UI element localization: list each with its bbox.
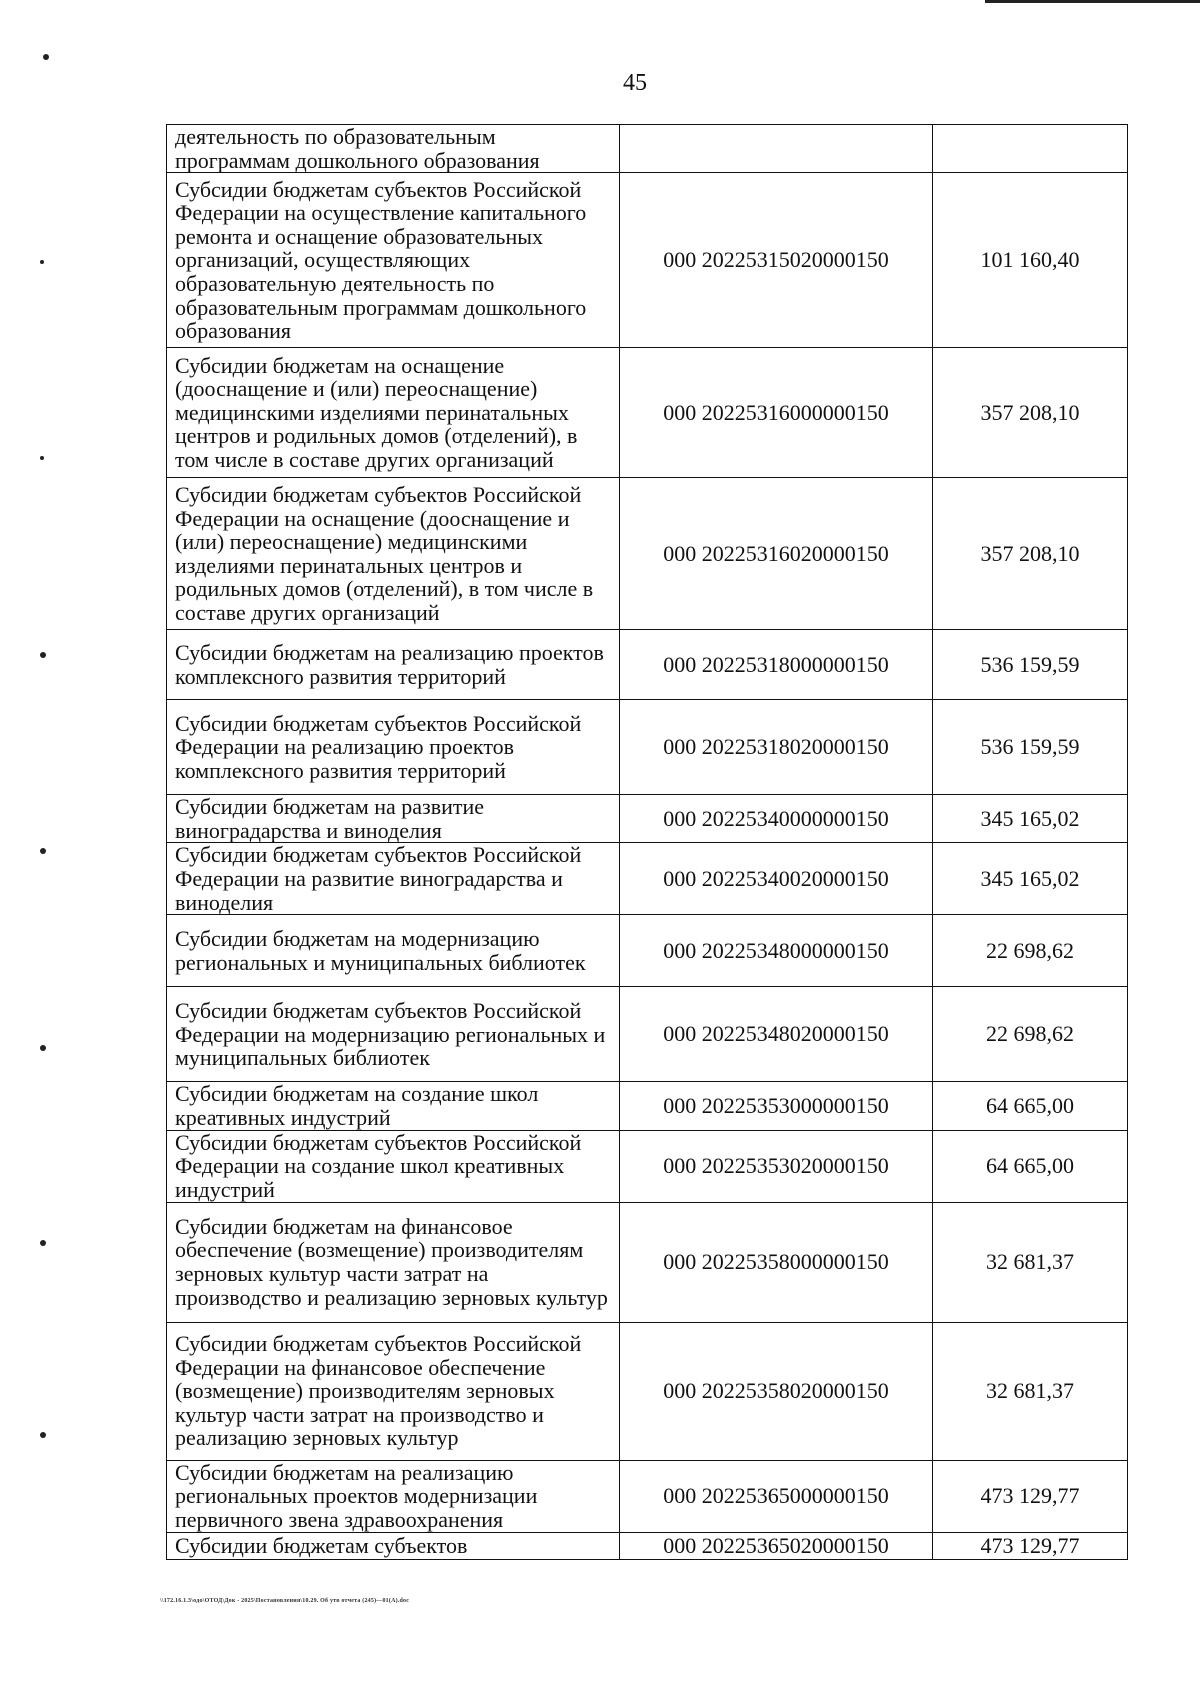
row-amount-cell: 345 165,02 — [933, 795, 1128, 843]
row-name-cell: деятельность по образовательным программам дошкольного образования — [167, 125, 620, 173]
row-amount-cell: 22 698,62 — [933, 987, 1128, 1082]
table-row — [167, 987, 1128, 1082]
table-row — [167, 1130, 1128, 1202]
row-name-cell: Субсидии бюджетам субъектов Российской Федерации на создание школ креативных индустрий — [167, 1130, 620, 1202]
row-amount-cell: 345 165,02 — [933, 843, 1128, 915]
row-name-cell: Субсидии бюджетам субъектов Российской Федерации на реализацию проектов комплексного развития территорий — [167, 700, 620, 795]
row-code-cell: 000 20225358020000150 — [620, 1322, 933, 1460]
row-name-cell: Субсидии бюджетам на оснащение (дооснащение и (или) переоснащение) медицинскими изделиями перинатальных центров и родильных домов (отделений), в том числе в составе других организаций — [167, 348, 620, 478]
margin-dot — [40, 1240, 46, 1246]
margin-dot — [43, 54, 49, 60]
row-name-cell: Субсидии бюджетам субъектов Российской Федерации на развитие виноградарства и виноделия — [167, 843, 620, 915]
table-row — [167, 1460, 1128, 1532]
table-row — [167, 1202, 1128, 1322]
row-name-cell: Субсидии бюджетам на реализацию региональных проектов модернизации первичного звена здравоохранения — [167, 1460, 620, 1532]
budget-revenue-table — [166, 124, 1128, 1560]
margin-dot — [40, 260, 44, 264]
row-name-cell: Субсидии бюджетам на развитие виноградарства и виноделия — [167, 795, 620, 843]
row-amount-cell: 536 159,59 — [933, 700, 1128, 795]
page-number: 45 — [623, 70, 647, 96]
table-row — [167, 348, 1128, 478]
row-code-cell: 000 20225340020000150 — [620, 843, 933, 915]
margin-dot — [40, 1432, 46, 1438]
table-row — [167, 478, 1128, 630]
row-code-cell: 000 20225348020000150 — [620, 987, 933, 1082]
row-code-cell: 000 20225316000000150 — [620, 348, 933, 478]
row-amount-cell — [933, 125, 1128, 173]
row-code-cell: 000 20225315020000150 — [620, 173, 933, 348]
file-path-footer: \\172.16.1.3\oдо\ОТОД\Док - 2025\Постановления\10.29. Об утв отчета (245)—01(А).doc — [160, 1598, 410, 1604]
row-name-cell: Субсидии бюджетам на создание школ креативных индустрий — [167, 1082, 620, 1130]
row-name-cell: Субсидии бюджетам субъектов Российской Федерации на осуществление капитального ремонта и оснащение образовательных организаций, осуществляющих образовательную деятельность по образовательным программам дошкольного образования — [167, 173, 620, 348]
row-amount-cell: 473 129,77 — [933, 1532, 1128, 1559]
row-code-cell: 000 20225318020000150 — [620, 700, 933, 795]
table-row — [167, 125, 1128, 173]
table-row — [167, 1532, 1128, 1559]
table-row — [167, 700, 1128, 795]
row-name-cell: Субсидии бюджетам на финансовое обеспечение (возмещение) производителям зерновых культур части затрат на производство и реализацию зерновых культур — [167, 1202, 620, 1322]
table-row — [167, 795, 1128, 843]
row-code-cell: 000 20225318000000150 — [620, 630, 933, 700]
row-amount-cell: 357 208,10 — [933, 348, 1128, 478]
row-name-cell: Субсидии бюджетам субъектов Российской Федерации на финансовое обеспечение (возмещение) производителям зерновых культур части затрат на производство и реализацию зерновых культур — [167, 1322, 620, 1460]
table-row — [167, 1082, 1128, 1130]
row-amount-cell: 64 665,00 — [933, 1082, 1128, 1130]
row-code-cell: 000 20225358000000150 — [620, 1202, 933, 1322]
row-code-cell: 000 20225365000000150 — [620, 1460, 933, 1532]
row-amount-cell: 32 681,37 — [933, 1322, 1128, 1460]
row-amount-cell: 32 681,37 — [933, 1202, 1128, 1322]
row-amount-cell: 473 129,77 — [933, 1460, 1128, 1532]
row-amount-cell: 357 208,10 — [933, 478, 1128, 630]
table-row — [167, 1322, 1128, 1460]
row-code-cell — [620, 125, 933, 173]
table-row — [167, 630, 1128, 700]
row-code-cell: 000 20225340000000150 — [620, 795, 933, 843]
row-name-cell: Субсидии бюджетам на реализацию проектов комплексного развития территорий — [167, 630, 620, 700]
row-amount-cell: 101 160,40 — [933, 173, 1128, 348]
row-code-cell: 000 20225316020000150 — [620, 478, 933, 630]
row-name-cell: Субсидии бюджетам субъектов — [167, 1532, 620, 1559]
row-code-cell: 000 20225348000000150 — [620, 915, 933, 987]
margin-dot — [40, 652, 46, 658]
margin-dot — [40, 848, 46, 854]
row-name-cell: Субсидии бюджетам субъектов Российской Федерации на модернизацию региональных и муниципальных библиотек — [167, 987, 620, 1082]
row-code-cell: 000 20225353020000150 — [620, 1130, 933, 1202]
row-amount-cell: 22 698,62 — [933, 915, 1128, 987]
margin-dot — [40, 456, 44, 460]
margin-dot — [40, 1045, 46, 1051]
row-name-cell: Субсидии бюджетам на модернизацию региональных и муниципальных библиотек — [167, 915, 620, 987]
table-row — [167, 915, 1128, 987]
table-row — [167, 173, 1128, 348]
row-code-cell: 000 20225353000000150 — [620, 1082, 933, 1130]
row-name-cell: Субсидии бюджетам субъектов Российской Федерации на оснащение (дооснащение и (или) переоснащение) медицинскими изделиями перинатальных центров и родильных домов (отделений), в том числе в составе других организаций — [167, 478, 620, 630]
table-row — [167, 843, 1128, 915]
row-amount-cell: 536 159,59 — [933, 630, 1128, 700]
row-amount-cell: 64 665,00 — [933, 1130, 1128, 1202]
top-edge-rule — [985, 0, 1200, 3]
row-code-cell: 000 20225365020000150 — [620, 1532, 933, 1559]
